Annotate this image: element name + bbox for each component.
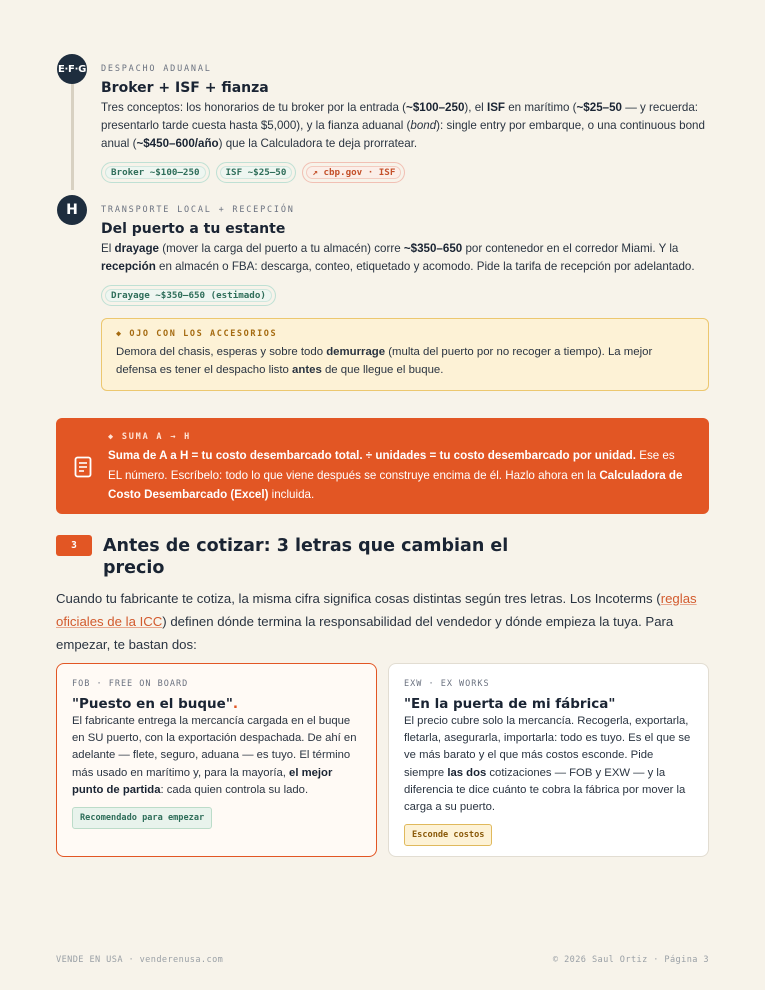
summary-body: Suma de A a H = tu costo desembarcado total. ÷ unidades = tu costo desembarcado por unidad. Ese es EL número. Escríbelo: todo lo que viene después se construye encima de él. Hazlo ahora en la Calculadora de Costo Desembarcado (Excel) incluida. [108,449,683,501]
card-body: El precio cubre solo la mercancía. Recogerla, exportarla, fletarla, asegurarla, importarla: todo es tuyo. Es el que se ve más barato y el que más costos esconde. Pide siempre las dos cotizaciones — FOB y EXW — y la diferencia te dice cuánto te cobra la fábrica por mover la carga a su puerto. [404,715,691,814]
pill-drayage: Drayage ~$350–650 (estimado) [101,285,276,306]
step-kicker: DESPACHO ADUANAL [101,64,212,74]
recommended-tag: Recomendado para empezar [72,807,212,829]
callout-kicker: ◆ OJO CON LOS ACCESORIOS [116,329,278,339]
section-title: Antes de cotizar: 3 letras que cambian el precio [103,536,509,578]
pill-row [101,162,709,183]
card-title: "Puesto en el buque". [72,696,238,712]
step-body: Tres conceptos: los honorarios de tu broker por la entrada (~$100–250), el ISF en marítimo (~$25–50 — y recuerda: presentarlo tarde cuesta hasta $5,000), y la fianza aduanal (bond): single entry por embarque, o una continuous bond anual (~$450–600/año) que la Calculadora te deja prorratear. [101,101,705,150]
document-icon [74,456,92,478]
warning-callout [101,318,709,391]
step-title: Broker + ISF + fianza [101,80,269,96]
section-number-badge: 3 [56,535,92,556]
step-body: El drayage (mover la carga del puerto a tu almacén) corre ~$350–650 por contenedor en el corredor Miami. Y la recepción en almacén o FBA: descarga, conteo, etiquetado y acomodo. Pide la tarifa de recepción por adelantado. [101,242,695,273]
pill-cbp-link[interactable]: ↗ cbp.gov · ISF [302,162,405,183]
pill-isf: ISF ~$25–50 [216,162,297,183]
timeline-connector [71,80,74,190]
icc-rules-link[interactable]: reglas oficiales de la ICC [56,591,697,629]
incoterm-card-exw [388,663,709,857]
incoterm-card-fob [56,663,377,857]
summary-banner [56,418,709,514]
hidden-costs-tag: Esconde costos [404,824,492,846]
card-body: El fabricante entrega la mercancía cargada en el buque en SU puerto, con la exportación despachada. De ahí en adelante — flete, seguro, aduana — es tuyo. El término más usado en marítimo y, para la mayoría, el mejor punto de partida: cada quien controla su lado. [72,715,357,796]
summary-kicker: ◆ SUMA A → H [108,432,192,442]
card-kicker: FOB · FREE ON BOARD [72,679,189,689]
step-marker-efg: E·F·G [57,54,87,84]
footer-right: © 2026 Saul Ortiz · Página 3 [552,955,709,965]
step-transporte-local [101,205,709,391]
step-marker-h: H [57,195,87,225]
section-intro: Cuando tu fabricante te cotiza, la misma cifra significa cosas distintas según tres letras. Los Incoterms (reglas oficiales de la ICC) definen dónde termina la responsabilidad del vendedor y dónde empieza la tuya. Para empezar, te bastan dos: [56,591,697,652]
card-title: "En la puerta de mi fábrica" [404,696,616,712]
footer-left: VENDE EN USA · venderenusa.com [56,955,224,965]
callout-body: Demora del chasis, esperas y sobre todo demurrage (multa del puerto por no recoger a tiempo). La mejor defensa es tener el despacho listo antes de que llegue el buque. [116,346,653,376]
card-kicker: EXW · EX WORKS [404,679,490,689]
step-despacho-aduanal [101,64,709,183]
pill-broker: Broker ~$100–250 [101,162,210,183]
step-kicker: TRANSPORTE LOCAL + RECEPCIÓN [101,205,295,215]
pill-row [101,285,709,306]
step-title: Del puerto a tu estante [101,221,286,237]
